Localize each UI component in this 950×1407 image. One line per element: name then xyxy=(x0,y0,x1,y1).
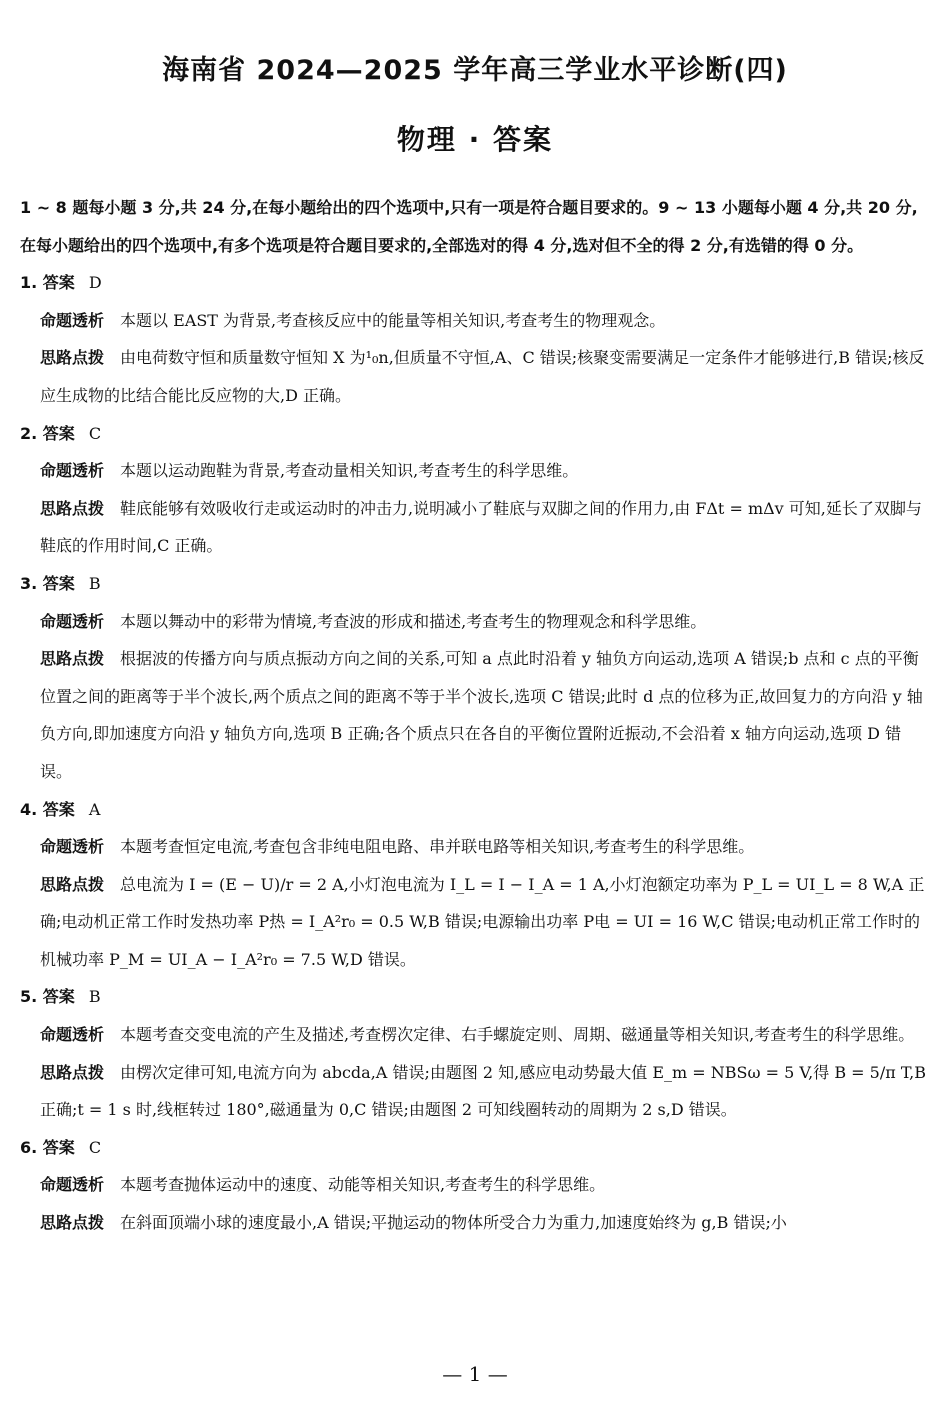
document-body xyxy=(20,189,932,1242)
hint-text: 根据波的传播方向与质点振动方向之间的关系,可知 a 点此时沿着 y 轴负方向运动,选项 A 错误;b 点和 c 点的平衡位置之间的距离等于半个波长,两个质点之间的距离不等于半个波长,选项 C 错误;此时 d 点的位移为正,故回复力的方向沿 y 轴负方向,即加速度方向沿 y 轴负方向,选项 B 正确;各个质点只在各自的平衡位置附近振动,不会沿着 x 轴方向运动,选项 D 错误。 xyxy=(40,649,923,781)
analysis-paragraph xyxy=(20,1016,932,1054)
question-item xyxy=(20,1129,932,1242)
hint-text: 由楞次定律可知,电流方向为 abcda,A 错误;由题图 2 知,感应电动势最大值 E_m = NBSω = 5 V,得 B = 5/π T,B 正确;t = 1 s 时,线框转过 180°,磁通量为 0,C 错误;由题图 2 可知线圈转动的周期为 2 s,D 错误。 xyxy=(40,1062,926,1120)
question-item xyxy=(20,415,932,565)
question-item xyxy=(20,791,932,979)
analysis-label: 命题透析 xyxy=(40,837,105,857)
hint-text: 鞋底能够有效吸收行走或运动时的冲击力,说明减小了鞋底与双脚之间的作用力,由 FΔt = mΔv 可知,延长了双脚与鞋底的作用时间,C 正确。 xyxy=(40,498,922,556)
question-list xyxy=(20,264,932,1241)
hint-label: 思路点拨 xyxy=(40,874,105,894)
answer-choice: B xyxy=(88,987,101,1007)
question-answer-line xyxy=(20,978,932,1016)
hint-paragraph xyxy=(20,866,932,979)
question-answer-line xyxy=(20,791,932,829)
question-answer-line xyxy=(20,264,932,302)
hint-paragraph xyxy=(20,339,932,414)
question-item xyxy=(20,565,932,791)
question-number: 1. xyxy=(20,273,38,293)
question-item xyxy=(20,264,932,414)
answer-choice: B xyxy=(88,573,101,593)
question-number: 5. xyxy=(20,987,38,1007)
question-number: 2. xyxy=(20,423,38,443)
analysis-paragraph xyxy=(20,603,932,641)
answer-label: 答案 xyxy=(42,273,75,293)
analysis-paragraph xyxy=(20,828,932,866)
hint-text: 由电荷数守恒和质量数守恒知 X 为¹₀n,但质量不守恒,A、C 错误;核聚变需要满足一定条件才能够进行,B 错误;核反应生成物的比结合能比反应物的大,D 正确。 xyxy=(40,348,925,405)
analysis-text: 本题以舞动中的彩带为情境,考查波的形成和描述,考查考生的物理观念和科学思维。 xyxy=(120,611,707,631)
answer-choice: A xyxy=(88,799,101,819)
analysis-text: 本题考查抛体运动中的速度、动能等相关知识,考查考生的科学思维。 xyxy=(120,1175,606,1195)
answer-choice: C xyxy=(88,423,102,443)
analysis-text: 本题考查恒定电流,考查包含非纯电阻电路、串并联电路等相关知识,考查考生的科学思维。 xyxy=(120,837,755,857)
hint-label: 思路点拨 xyxy=(40,649,105,669)
hint-paragraph xyxy=(20,490,932,565)
question-answer-line xyxy=(20,565,932,603)
hint-label: 思路点拨 xyxy=(40,1062,105,1082)
answer-label: 答案 xyxy=(42,987,75,1007)
hint-paragraph xyxy=(20,640,932,790)
analysis-text: 本题以 EAST 为背景,考查核反应中的能量等相关知识,考查考生的物理观念。 xyxy=(120,310,666,330)
analysis-label: 命题透析 xyxy=(40,310,105,330)
analysis-label: 命题透析 xyxy=(40,1025,105,1045)
answer-label: 答案 xyxy=(42,573,75,593)
analysis-paragraph xyxy=(20,1166,932,1204)
question-number: 6. xyxy=(20,1137,38,1157)
hint-label: 思路点拨 xyxy=(40,1213,105,1233)
answer-label: 答案 xyxy=(42,1137,75,1157)
answer-choice: D xyxy=(88,273,102,293)
answer-choice: C xyxy=(88,1137,102,1157)
scoring-instructions: 1 ~ 8 题每小题 3 分,共 24 分,在每小题给出的四个选项中,只有一项是符合题目要求的。9 ~ 13 小题每小题 4 分,共 20 分,在每小题给出的四个选项中,有多个选项是符合题目要求的,全部选对的得 4 分,选对但不全的得 2 分,有选错的得 0 分。 xyxy=(20,198,918,255)
page-subtitle: 物理 · 答案 xyxy=(396,123,554,156)
answer-label: 答案 xyxy=(42,423,75,443)
hint-text: 在斜面顶端小球的速度最小,A 错误;平抛运动的物体所受合力为重力,加速度始终为 g,B 错误;小 xyxy=(120,1213,787,1233)
hint-text: 总电流为 I = (E − U)/r = 2 A,小灯泡电流为 I_L = I − I_A = 1 A,小灯泡额定功率为 P_L = UI_L = 8 W,A 正确;电动机正常工作时发热功率 P热 = I_A²r₀ = 0.5 W,B 错误;电源输出功率 P电 = UI = 16 W,C 错误;电动机正常工作时的机械功率 P_M = UI_A − I_A²r₀ = 7.5 W,D 错误。 xyxy=(40,874,925,969)
hint-paragraph xyxy=(20,1204,932,1242)
question-number: 4. xyxy=(20,799,38,819)
analysis-label: 命题透析 xyxy=(40,461,105,481)
question-number: 3. xyxy=(20,573,38,593)
question-answer-line xyxy=(20,1129,932,1167)
analysis-label: 命题透析 xyxy=(40,611,105,631)
question-answer-line xyxy=(20,415,932,453)
page-number: — 1 — xyxy=(442,1362,508,1386)
page-title: 海南省 2024—2025 学年高三学业水平诊断(四) xyxy=(162,55,788,86)
analysis-paragraph xyxy=(20,302,932,340)
analysis-paragraph xyxy=(20,452,932,490)
hint-paragraph xyxy=(20,1054,932,1129)
hint-label: 思路点拨 xyxy=(40,498,105,518)
analysis-text: 本题以运动跑鞋为背景,考查动量相关知识,考查考生的科学思维。 xyxy=(120,461,579,481)
analysis-text: 本题考查交变电流的产生及描述,考查楞次定律、右手螺旋定则、周期、磁通量等相关知识,考查考生的科学思维。 xyxy=(120,1025,915,1045)
question-item xyxy=(20,978,932,1128)
analysis-label: 命题透析 xyxy=(40,1175,105,1195)
hint-label: 思路点拨 xyxy=(40,348,105,368)
answer-label: 答案 xyxy=(42,799,75,819)
